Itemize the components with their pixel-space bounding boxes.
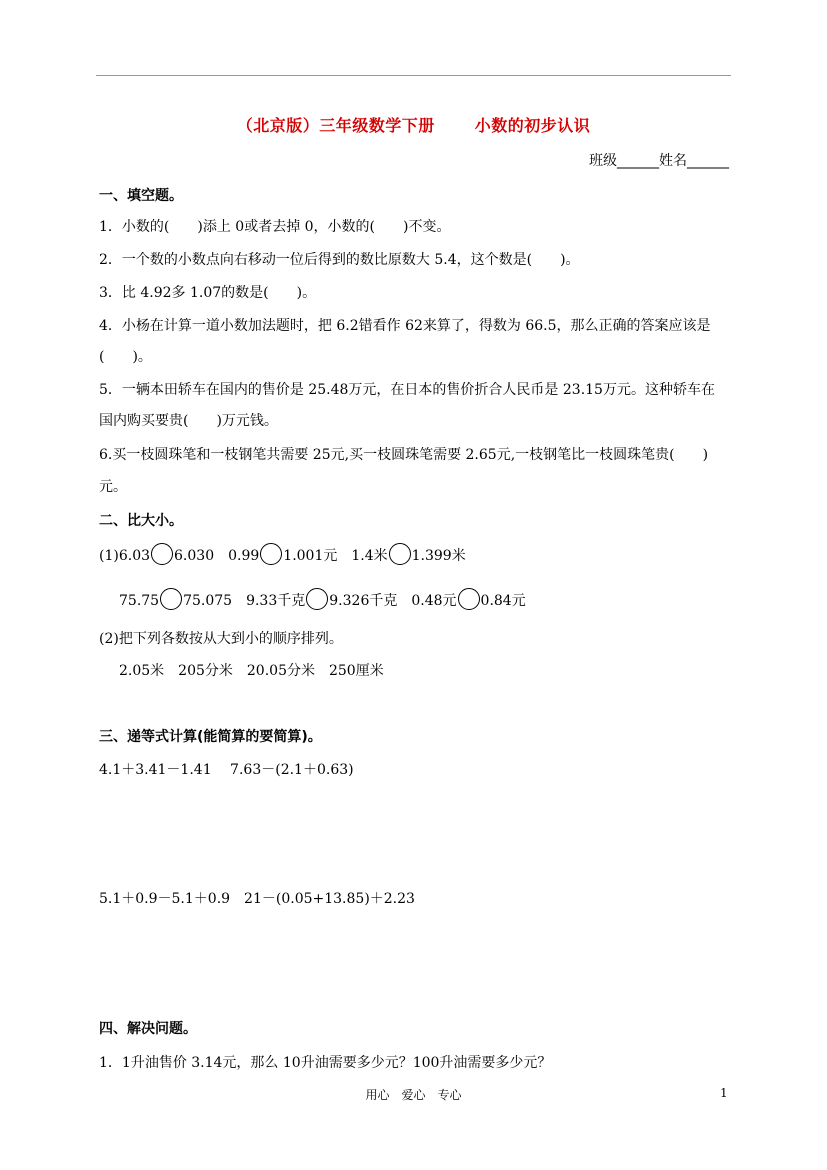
question-1-4-cont: ( )。 (99, 349, 152, 365)
expression-row-2: 5.1＋0.9－5.1＋0.9 21－(0.05+13.85)＋2.23 (99, 891, 415, 907)
question-1-1: 1．小数的( )添上 0或者去掉 0，小数的( )不变。 (99, 219, 451, 235)
compare-text: 75.075 9.33千克 (183, 593, 306, 609)
compare-circle[interactable] (389, 543, 411, 565)
compare-circle[interactable] (151, 543, 173, 565)
title-topic: 小数的初步认识 (474, 116, 591, 135)
compare-text: 9.326千克 0.48元 (329, 593, 457, 609)
compare-text: 1.001元 1.4米 (283, 548, 388, 564)
compare-text: 0.84元 (480, 593, 526, 609)
page-number: 1 (720, 1086, 728, 1100)
page-title (0, 113, 827, 136)
footer-motto: 用心 爱心 专心 (365, 1088, 462, 1102)
question-1-6: 6.买一枝圆珠笔和一枝钢笔共需要 25元,买一枝圆珠笔需要 2.65元,一枝钢笔比一枝圆珠笔贵( ) (99, 447, 709, 463)
question-1-6-cont: 元。 (99, 479, 127, 495)
ordering-numbers: 2.05米 205分米 20.05分米 250厘米 (119, 663, 384, 679)
ordering-instruction: (2)把下列各数按从大到小的顺序排列。 (99, 631, 343, 647)
compare-row-2 (119, 590, 526, 612)
compare-circle[interactable] (306, 588, 328, 610)
compare-row-1 (99, 545, 466, 567)
question-1-5-cont: 国内购买要贵( )万元钱。 (99, 413, 278, 429)
question-1-4: 4．小杨在计算一道小数加法题时，把 6.2错看作 62来算了，得数为 66.5，那么正确的答案应该是 (99, 318, 711, 334)
question-1-5: 5．一辆本田轿车在国内的售价是 25.48万元，在日本的售价折合人民币是 23.15万元。这种轿车在 (99, 382, 715, 398)
compare-circle[interactable] (458, 588, 480, 610)
section-3-heading: 三、递等式计算(能简算的要简算)。 (99, 729, 322, 745)
section-2-heading: 二、比大小。 (99, 513, 183, 529)
expression-row-1: 4.1＋3.41－1.41 7.63－(2.1＋0.63) (99, 762, 354, 778)
compare-text: 75.75 (119, 593, 160, 609)
question-4-1: 1．1升油售价 3.14元，那么 10升油需要多少元？100升油需要多少元？ (99, 1055, 552, 1071)
section-1-heading: 一、填空题。 (99, 188, 183, 204)
header-rule (96, 75, 731, 76)
section-4-heading: 四、解决问题。 (99, 1021, 197, 1037)
title-grade: （北京版）三年级数学下册 (236, 116, 435, 135)
compare-circle[interactable] (160, 588, 182, 610)
compare-circle[interactable] (260, 543, 282, 565)
question-1-3: 3．比 4.92多 1.07的数是( )。 (99, 285, 317, 301)
compare-text: (1)6.03 (99, 548, 151, 564)
compare-text: 1.399米 (411, 548, 466, 564)
compare-text: 6.030 0.99 (174, 548, 260, 564)
question-1-2: 2．一个数的小数点向右移动一位后得到的数比原数大 5.4，这个数是( )。 (99, 252, 580, 268)
class-name-field: 班级______姓名______ (589, 153, 729, 169)
